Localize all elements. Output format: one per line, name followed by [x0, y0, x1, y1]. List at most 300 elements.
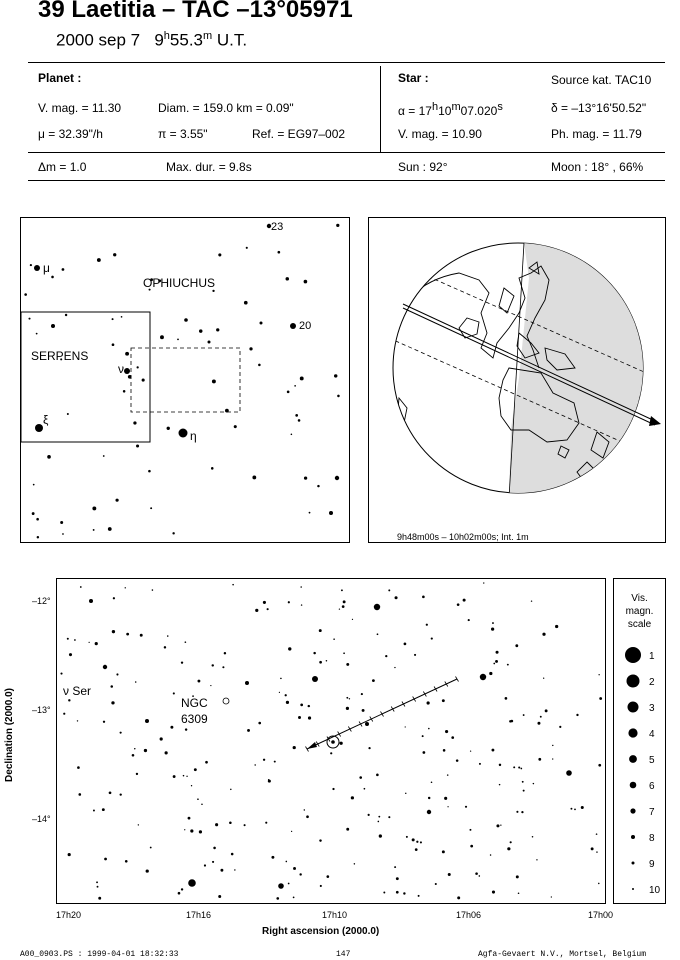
page-title: 39 Laetitia – TAC –13°05971 [38, 0, 353, 23]
field-star [160, 737, 163, 740]
finder-star [211, 467, 214, 470]
scale-mag-label: 4 [649, 729, 655, 740]
field-star [489, 672, 492, 675]
field-star [306, 815, 309, 818]
field-star [326, 660, 328, 662]
field-star [395, 596, 398, 599]
field-star [394, 866, 396, 868]
field-star [598, 764, 601, 767]
ngc6309-symbol [223, 698, 229, 704]
finder-star [142, 379, 145, 382]
finder-star [62, 533, 64, 535]
field-star [385, 655, 387, 657]
x-axis-label: Right ascension (2000.0) [262, 926, 380, 937]
field-star [68, 853, 71, 856]
finder-star [172, 532, 174, 534]
footer-page: 147 [336, 950, 351, 959]
field-star [445, 730, 448, 733]
field-star [540, 716, 542, 718]
field-star [469, 829, 471, 831]
field-star [510, 841, 512, 843]
field-star [431, 781, 433, 783]
field-star [566, 770, 572, 776]
max-duration: Max. dur. = 9.8s [166, 160, 252, 174]
field-star [96, 881, 98, 883]
field-star [268, 779, 269, 780]
field-star [495, 660, 498, 663]
field-star [293, 746, 296, 749]
field-star [422, 596, 425, 599]
field-star [552, 745, 553, 746]
star-ra-h: h [431, 101, 439, 113]
field-star [255, 609, 258, 612]
finder-star [336, 224, 339, 227]
field-star [194, 768, 197, 771]
field-star [191, 785, 192, 786]
field-star [442, 850, 445, 853]
finder-chart-svg [21, 218, 349, 542]
star-vmag: V. mag. = 10.90 [398, 127, 482, 141]
field-star [245, 681, 249, 685]
field-star [339, 742, 342, 745]
star-ra-sec: 07.020 [460, 104, 498, 118]
finder-star [287, 391, 290, 394]
star-label-23: 23 [271, 221, 284, 233]
finder-star [212, 379, 216, 383]
field-star [405, 726, 406, 727]
scale-title-1: Vis. [631, 593, 648, 604]
detail-chart [56, 578, 606, 904]
scale-dot [631, 835, 635, 839]
field-star [515, 644, 518, 647]
field-star [332, 788, 334, 790]
field-star [545, 709, 548, 712]
field-star [152, 589, 154, 591]
field-star [463, 599, 466, 602]
field-star [406, 836, 408, 838]
field-star [551, 896, 552, 897]
ngc-label-line2: 6309 [181, 712, 208, 726]
field-star [518, 892, 520, 894]
field-star [201, 803, 203, 805]
field-star [415, 848, 418, 851]
field-star [418, 895, 420, 897]
finder-star [133, 421, 136, 424]
event-time [56, 30, 247, 51]
field-star [220, 869, 223, 872]
xtick-label: 17h20 [56, 910, 82, 920]
finder-star [150, 507, 152, 509]
field-star [479, 763, 481, 765]
field-star [224, 652, 226, 654]
finder-star [115, 499, 118, 502]
field-star [319, 839, 321, 841]
field-star [215, 823, 218, 826]
scale-dot [628, 728, 637, 737]
field-star [346, 828, 349, 831]
planet-parallax: π = 3.55" [158, 127, 208, 141]
finder-star [258, 364, 261, 367]
field-star [435, 883, 437, 885]
finder-star [212, 290, 214, 292]
finder-star [249, 347, 252, 350]
xtick-label: 17h10 [322, 910, 348, 920]
field-star [312, 676, 318, 682]
field-star [361, 693, 363, 695]
finder-star [62, 268, 65, 271]
footer-company: Agfa-Gevaert N.V., Mortsel, Belgium [478, 950, 647, 959]
field-star [291, 831, 292, 832]
field-star [188, 817, 191, 820]
finder-star [125, 352, 129, 356]
field-star [231, 853, 234, 856]
field-star [423, 751, 426, 754]
field-star [491, 628, 494, 631]
field-star [516, 875, 519, 878]
field-star [319, 629, 322, 632]
field-star [447, 774, 448, 775]
delta-mag: Δm = 1.0 [38, 160, 87, 174]
field-star [232, 584, 234, 586]
field-star [496, 651, 499, 654]
field-star [431, 637, 433, 639]
field-star [167, 635, 169, 637]
scale-dot [629, 755, 637, 763]
field-star [405, 793, 406, 794]
scale-dot [632, 888, 634, 890]
star-label: Star : [398, 71, 429, 85]
field-star [552, 758, 553, 759]
star-phmag: Ph. mag. = 11.79 [551, 127, 642, 141]
field-star [293, 867, 296, 870]
field-star [427, 701, 430, 704]
field-star [181, 661, 183, 663]
field-star [254, 764, 255, 765]
finder-star [317, 485, 319, 487]
field-star [244, 824, 246, 826]
field-star [132, 754, 135, 757]
field-star [351, 796, 354, 799]
field-star [507, 847, 510, 850]
field-star [510, 720, 513, 723]
field-star [576, 714, 578, 716]
field-star [537, 722, 540, 725]
field-star [376, 774, 379, 777]
target-star [331, 740, 335, 744]
field-star [274, 761, 276, 763]
finder-star [34, 265, 40, 271]
field-star [412, 838, 415, 841]
star-label-xi: ξ [43, 413, 49, 427]
field-star [271, 856, 274, 859]
field-star [388, 816, 390, 818]
field-star [197, 680, 200, 683]
field-star [308, 705, 310, 707]
finder-star [32, 512, 35, 515]
finder-star [128, 375, 132, 379]
field-star [341, 589, 343, 591]
field-star [146, 869, 149, 872]
finder-star [246, 247, 248, 249]
scale-mag-label: 10 [649, 885, 661, 896]
finder-star [124, 368, 130, 374]
finder-star [35, 424, 43, 432]
field-star [145, 719, 149, 723]
scale-mag-label: 9 [649, 859, 655, 870]
field-star [416, 841, 418, 843]
field-star [470, 845, 473, 848]
star-label-nu: ν [118, 362, 124, 376]
finder-star [137, 366, 139, 368]
field-star [378, 816, 380, 818]
field-star [109, 791, 112, 794]
finder-star [36, 333, 38, 335]
field-star [598, 674, 599, 675]
field-star [218, 895, 221, 898]
scale-title-3: scale [627, 619, 652, 630]
field-star [513, 766, 515, 768]
field-star [533, 783, 534, 784]
field-star [97, 886, 99, 888]
finder-star [234, 425, 237, 428]
finder-star [136, 444, 139, 447]
star-source: Source kat. TAC10 [551, 73, 652, 87]
finder-star [304, 476, 307, 479]
field-star [520, 768, 522, 770]
finder-star [108, 527, 112, 531]
field-star [298, 716, 301, 719]
field-star [362, 709, 365, 712]
finder-star [179, 429, 188, 438]
magnitude-scale [613, 578, 666, 904]
field-star [103, 665, 107, 669]
field-star [499, 784, 501, 786]
finder-star [184, 318, 188, 322]
field-star [365, 722, 369, 726]
scale-mag-label: 5 [649, 755, 655, 766]
field-star [111, 701, 114, 704]
xtick-label: 17h06 [456, 910, 482, 920]
field-star [326, 875, 329, 878]
field-star [492, 622, 494, 624]
field-star [404, 643, 407, 646]
header-bottom-rule [28, 180, 665, 181]
event-date: 2000 sep 7 [56, 30, 141, 50]
field-star [379, 834, 382, 837]
field-star [199, 830, 202, 833]
field-star [346, 707, 349, 710]
planet-label: Planet : [38, 71, 82, 85]
field-star [285, 694, 287, 696]
moon-info: Moon : 18° , 66% [551, 160, 644, 174]
field-star [483, 582, 484, 583]
field-star [368, 814, 370, 816]
field-star [499, 764, 501, 766]
field-star [80, 586, 82, 588]
finder-star [67, 413, 69, 415]
field-star [308, 716, 311, 719]
field-star [426, 624, 428, 626]
field-star [428, 797, 430, 799]
field-star [493, 663, 495, 665]
finder-star [60, 521, 63, 524]
ytick-label: –12° [32, 596, 51, 606]
planet-diam: Diam. = 159.0 km = 0.09" [158, 101, 294, 115]
field-star [212, 861, 214, 863]
field-star [570, 808, 572, 810]
star-label-eta: η [190, 429, 197, 443]
field-star [278, 883, 284, 889]
field-star [319, 661, 322, 664]
field-star [135, 681, 137, 683]
field-star [574, 808, 576, 810]
nu-ser-label: ν Ser [63, 684, 92, 698]
field-star [95, 642, 98, 645]
field-star [279, 692, 280, 693]
finder-star [97, 258, 101, 262]
finder-star [103, 455, 105, 457]
field-star [368, 747, 370, 749]
finder-star [309, 512, 311, 514]
finder-star [36, 518, 39, 521]
finder-star [199, 329, 202, 332]
y-axis-label: Declination (2000.0) [4, 688, 15, 782]
finder-star [121, 316, 123, 318]
star-label-mu: μ [43, 261, 50, 275]
scale-dot [630, 808, 635, 813]
finder-star [335, 476, 339, 480]
finder-chart [20, 217, 350, 543]
field-star [581, 806, 584, 809]
finder-star [244, 301, 248, 305]
finder-star [123, 390, 126, 393]
field-star [247, 729, 250, 732]
field-star [354, 863, 355, 864]
field-star [359, 776, 362, 779]
field-star [444, 797, 447, 800]
time-hours-unit: h [163, 30, 170, 42]
finder-star [93, 529, 95, 531]
field-star [543, 678, 544, 679]
field-star [205, 761, 208, 764]
finder-star [47, 455, 51, 459]
scale-dot [628, 702, 639, 713]
field-star [140, 634, 143, 637]
detail-field-box [131, 348, 240, 412]
field-star [422, 735, 424, 737]
field-star [522, 781, 524, 783]
finder-star [329, 511, 333, 515]
field-star [213, 847, 216, 850]
field-star [396, 877, 399, 880]
field-star [346, 697, 348, 699]
field-star [313, 652, 315, 654]
field-star [280, 678, 282, 680]
field-star [559, 726, 561, 728]
field-star [184, 829, 185, 830]
scale-svg [614, 579, 665, 903]
field-star [89, 599, 93, 603]
field-star [67, 638, 69, 640]
field-star [598, 883, 600, 885]
field-star [173, 775, 176, 778]
field-star [468, 619, 470, 621]
finder-star [337, 395, 340, 398]
field-star [230, 789, 231, 790]
field-star [212, 664, 214, 666]
field-star [542, 633, 545, 636]
globe-svg [369, 218, 665, 542]
globe-caption: 9h48m00s – 10h02m00s; Int. 1m [397, 532, 529, 542]
finder-star [290, 323, 296, 329]
field-star [465, 806, 467, 808]
scale-dot [632, 862, 635, 865]
field-star [267, 608, 269, 610]
field-star [293, 897, 295, 899]
field-star [427, 810, 431, 814]
field-star [263, 759, 265, 761]
field-star [480, 674, 486, 680]
field-star [443, 749, 446, 752]
finder-star [112, 343, 115, 346]
finder-star [334, 374, 337, 377]
finder-star [160, 335, 164, 339]
field-star [69, 653, 72, 656]
finder-star [51, 276, 54, 279]
field-star [188, 879, 196, 887]
field-star [420, 841, 422, 843]
field-star [150, 847, 152, 849]
field-star [451, 736, 454, 739]
header-divider [380, 66, 381, 152]
field-star [116, 673, 118, 675]
field-star [120, 793, 122, 795]
xtick-label: 17h00 [588, 910, 614, 920]
field-star [591, 847, 594, 850]
field-star [536, 859, 537, 860]
detail-chart-svg [57, 579, 605, 903]
field-star [136, 773, 138, 775]
time-suffix: U.T. [212, 30, 248, 50]
field-star [555, 625, 558, 628]
scale-mag-label: 2 [649, 677, 655, 688]
field-star [288, 601, 290, 603]
star-label-20: 20 [299, 320, 312, 332]
field-star [110, 685, 113, 688]
scale-dot [630, 782, 637, 789]
field-star [470, 751, 471, 752]
field-star [447, 806, 448, 807]
field-star [77, 720, 78, 721]
finder-star [167, 427, 170, 430]
field-star [288, 883, 290, 885]
scale-mag-label: 3 [649, 703, 655, 714]
field-star [258, 722, 261, 725]
finder-star [225, 409, 229, 413]
field-star [333, 638, 335, 640]
field-star [185, 728, 187, 730]
field-star [521, 811, 523, 813]
finder-star [148, 470, 151, 473]
finder-star [252, 476, 256, 480]
field-star [288, 647, 291, 650]
finder-star [51, 324, 55, 328]
field-star [330, 752, 332, 754]
finder-star [65, 314, 67, 316]
field-star [342, 605, 345, 608]
field-star [93, 810, 95, 812]
field-star [396, 891, 399, 894]
